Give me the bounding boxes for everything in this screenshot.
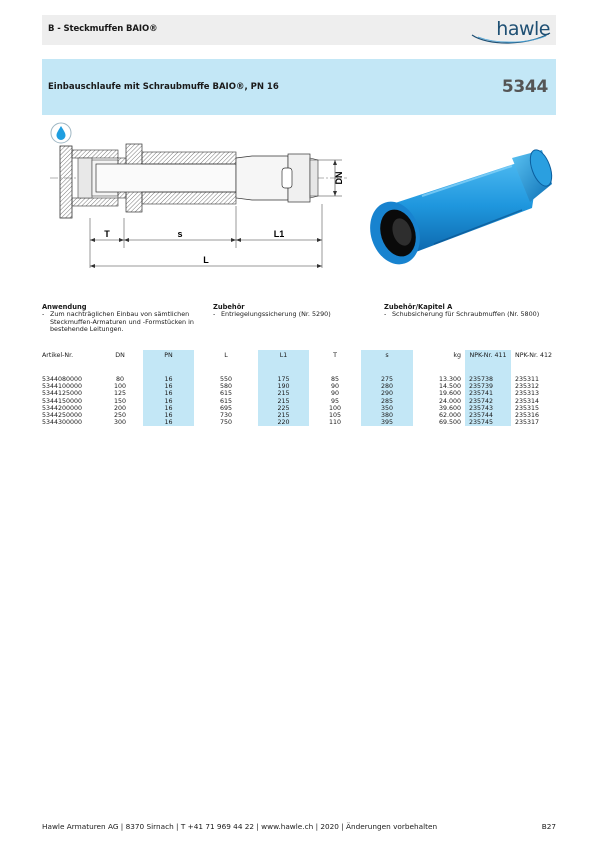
hawle-logo bbox=[468, 16, 552, 44]
table-cell: 695 bbox=[219, 404, 233, 412]
table-cell: 19.600 bbox=[438, 390, 461, 398]
table-cell: 300 bbox=[113, 419, 127, 427]
table-cell: 275 bbox=[361, 376, 413, 383]
table-cell: 615 bbox=[219, 397, 233, 405]
table-cell: 100 bbox=[328, 404, 342, 412]
info-text: Entriegelungssicherung (Nr. 5290) bbox=[221, 310, 331, 319]
product-figure bbox=[42, 118, 556, 294]
table-cell: 350 bbox=[361, 405, 413, 412]
list-item: - Schubsicherung für Schraubmuffen (Nr. 5800) bbox=[384, 310, 540, 319]
table-cell: 225 bbox=[258, 405, 309, 412]
table-cell: 235315 bbox=[515, 404, 540, 412]
table-cell: 235314 bbox=[515, 397, 540, 405]
table-cell: 125 bbox=[113, 390, 127, 398]
table-cell: 215 bbox=[258, 412, 309, 419]
spec-table bbox=[42, 350, 556, 426]
table-cell: 5344300000 bbox=[42, 419, 83, 427]
table-cell: 235312 bbox=[515, 383, 540, 391]
table-cell: 215 bbox=[258, 398, 309, 405]
table-row bbox=[42, 376, 556, 383]
info-kapitel-a bbox=[384, 304, 554, 319]
dim-label-t: T bbox=[104, 229, 110, 239]
product-number: 5344 bbox=[501, 77, 548, 97]
table-cell: 235313 bbox=[515, 390, 540, 398]
info-zubehoer bbox=[213, 304, 383, 319]
info-text: Schubsicherung für Schraubmuffen (Nr. 5800) bbox=[392, 310, 540, 319]
table-cell: 39.600 bbox=[438, 404, 461, 412]
table-row bbox=[42, 405, 556, 412]
table-header-row bbox=[42, 350, 556, 376]
table-cell: 175 bbox=[258, 376, 309, 383]
table-cell: 580 bbox=[219, 383, 233, 391]
table-cell: 14.500 bbox=[438, 383, 461, 391]
table-cell: 235744 bbox=[465, 412, 511, 419]
table-cell: 550 bbox=[219, 376, 233, 384]
table-row bbox=[42, 419, 556, 426]
table-cell: 220 bbox=[258, 419, 309, 426]
table-cell: 250 bbox=[113, 412, 127, 420]
table-cell: 13.300 bbox=[438, 376, 461, 384]
table-cell: 235738 bbox=[465, 376, 511, 383]
list-item: - Zum nachträglichen Einbau von sämtlichen Steckmuffen-Armaturen und -Formstücken in bestehende Leitungen. bbox=[42, 310, 194, 334]
table-cell: 750 bbox=[219, 419, 233, 427]
water-drop-icon bbox=[51, 123, 71, 143]
table-cell: 5344200000 bbox=[42, 404, 83, 412]
table-cell: 730 bbox=[219, 412, 233, 420]
table-cell: 190 bbox=[258, 383, 309, 390]
col-header: L bbox=[194, 350, 258, 376]
info-heading: Anwendung bbox=[42, 303, 87, 311]
info-text: Steckmuffen-Armaturen und -Formstücken in bbox=[50, 317, 194, 326]
table-cell: 200 bbox=[113, 404, 127, 412]
table-cell: 62.000 bbox=[438, 412, 461, 420]
col-header: T bbox=[309, 350, 361, 376]
dim-label-l1: L1 bbox=[273, 229, 285, 239]
table-row bbox=[42, 412, 556, 419]
col-header: NPK-Nr. 411 bbox=[465, 350, 511, 376]
table-cell: 235745 bbox=[465, 419, 511, 426]
dim-label-dn: DN bbox=[334, 171, 344, 185]
section-header bbox=[42, 15, 556, 45]
table-cell: 16 bbox=[143, 398, 194, 405]
table-cell: 5344080000 bbox=[42, 376, 83, 384]
col-header: Artikel-Nr. bbox=[42, 350, 97, 376]
table-cell: 5344150000 bbox=[42, 397, 83, 405]
table-cell: 5344100000 bbox=[42, 383, 83, 391]
table-cell: 80 bbox=[115, 376, 124, 384]
table-cell: 16 bbox=[143, 405, 194, 412]
col-header: DN bbox=[97, 350, 143, 376]
col-header: PN bbox=[143, 350, 194, 376]
table-cell: 290 bbox=[361, 390, 413, 397]
table-cell: 16 bbox=[143, 383, 194, 390]
table-cell: 235741 bbox=[465, 390, 511, 397]
info-anwendung bbox=[42, 304, 212, 334]
info-text: Zum nachträglichen Einbau von sämtlichen bbox=[50, 310, 190, 319]
table-cell: 69.500 bbox=[438, 419, 461, 427]
table-cell: 90 bbox=[330, 383, 339, 391]
table-cell: 235739 bbox=[465, 383, 511, 390]
info-heading: Zubehör/Kapitel A bbox=[384, 303, 453, 311]
page-number: B27 bbox=[541, 822, 556, 831]
table-cell: 16 bbox=[143, 412, 194, 419]
table-row bbox=[42, 390, 556, 397]
table-cell: 235316 bbox=[515, 412, 540, 420]
product-title: Einbauschlaufe mit Schraubmuffe BAIO®, PN 16 bbox=[48, 82, 279, 92]
table-cell: 215 bbox=[258, 390, 309, 397]
dim-label-s: s bbox=[177, 229, 183, 239]
table-cell: 16 bbox=[143, 376, 194, 383]
table-cell: 16 bbox=[143, 390, 194, 397]
table-cell: 85 bbox=[330, 376, 339, 384]
table-cell: 235311 bbox=[515, 376, 540, 384]
table-cell: 150 bbox=[113, 397, 127, 405]
table-cell: 395 bbox=[361, 419, 413, 426]
table-cell: 615 bbox=[219, 390, 233, 398]
page-footer bbox=[42, 822, 556, 831]
table-cell: 90 bbox=[330, 390, 339, 398]
col-header: s bbox=[361, 350, 413, 376]
table-row bbox=[42, 383, 556, 390]
section-title: B - Steckmuffen BAIO® bbox=[48, 24, 158, 34]
technical-drawing bbox=[42, 118, 556, 294]
table-cell: 280 bbox=[361, 383, 413, 390]
col-header: kg bbox=[413, 350, 465, 376]
product-render bbox=[362, 147, 556, 271]
table-cell: 100 bbox=[113, 383, 127, 391]
footer-text: Hawle Armaturen AG | 8370 Sirnach | T +41 71 969 44 22 | www.hawle.ch | 2020 | Änderungen vorbehalten bbox=[42, 822, 438, 831]
table-cell: 235743 bbox=[465, 405, 511, 412]
table-cell: 24.000 bbox=[438, 397, 461, 405]
table-cell: 380 bbox=[361, 412, 413, 419]
brand-wordmark: hawle bbox=[496, 18, 550, 40]
info-text: bestehende Leitungen. bbox=[50, 325, 124, 334]
table-cell: 5344250000 bbox=[42, 412, 83, 420]
table-cell: 16 bbox=[143, 419, 194, 426]
table-cell: 235317 bbox=[515, 419, 540, 427]
table-cell: 285 bbox=[361, 398, 413, 405]
col-header: NPK-Nr. 412 bbox=[511, 350, 556, 376]
product-band bbox=[42, 59, 556, 115]
table-row bbox=[42, 398, 556, 405]
info-heading: Zubehör bbox=[213, 303, 245, 311]
table-cell: 95 bbox=[330, 397, 339, 405]
dim-label-l: L bbox=[203, 255, 209, 265]
list-item: - Entriegelungssicherung (Nr. 5290) bbox=[213, 310, 331, 319]
table-cell: 110 bbox=[328, 419, 342, 427]
col-header: L1 bbox=[258, 350, 309, 376]
table-cell: 235742 bbox=[465, 398, 511, 405]
table-cell: 5344125000 bbox=[42, 390, 83, 398]
table-cell: 105 bbox=[328, 412, 342, 420]
